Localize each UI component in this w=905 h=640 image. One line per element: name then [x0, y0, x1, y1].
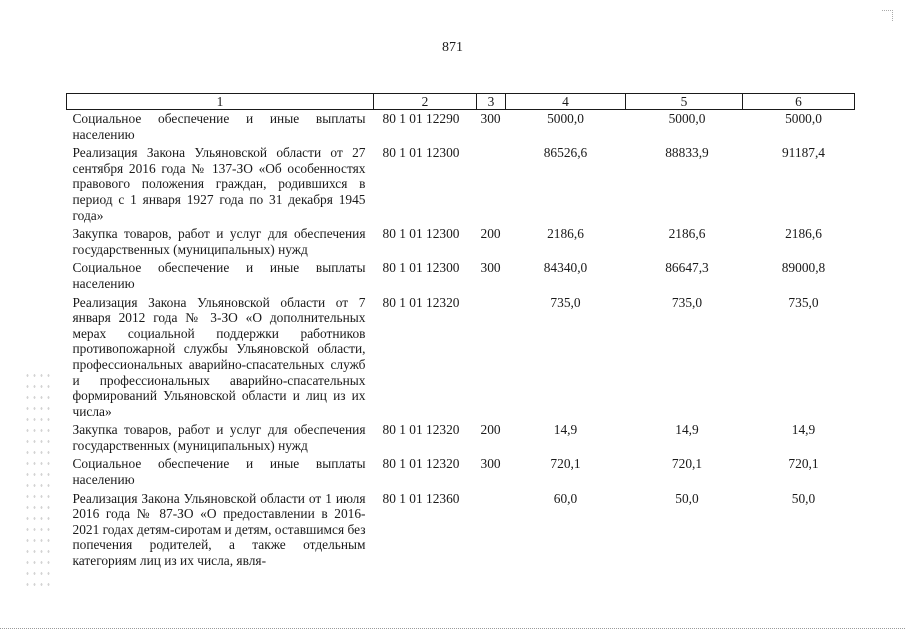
header-col-5: 5	[626, 94, 743, 110]
row-type: 300	[480, 111, 501, 126]
row-value-6: 2186,6	[785, 226, 822, 242]
row-value-5: 5000,0	[668, 111, 706, 126]
page-number: 871	[442, 40, 463, 55]
row-value-6: 735,0	[788, 294, 819, 310]
header-col-2: 2	[374, 94, 477, 110]
row-value-6: 91187,4	[781, 145, 826, 161]
row-type	[477, 294, 506, 422]
row-code: 80 1 01 12360	[382, 490, 460, 506]
header-col-3: 3	[477, 94, 506, 110]
row-type: 300	[480, 456, 501, 472]
row-type	[477, 490, 506, 571]
row-name: Реализация Закона Ульяновской области от 1 июля 2016 года № 87-ЗО «О предоставлении в 2016-2021 годах детям-сиротам и детям, оставшимся без попечения родителей, а также отдельным категориям лиц из их числа, явля-	[72, 490, 366, 569]
header-col-4: 4	[506, 94, 626, 110]
table-row	[67, 110, 855, 145]
row-code: 80 1 01 12300	[382, 145, 460, 161]
row-value-6: 5000,0	[785, 111, 822, 126]
table-row	[67, 490, 855, 571]
row-value-6: 50,0	[791, 490, 816, 506]
header-col-6: 6	[743, 94, 855, 110]
table-header	[67, 94, 855, 110]
row-value-5: 50,0	[675, 490, 699, 506]
row-code: 80 1 01 12300	[382, 260, 460, 276]
table-row	[67, 225, 855, 259]
row-value-5: 720,1	[671, 456, 703, 472]
header-col-1: 1	[67, 94, 374, 110]
scan-corner-mark	[882, 10, 893, 21]
table-row	[67, 421, 855, 455]
row-value-4: 84340,0	[543, 260, 588, 276]
row-name: Реализация Закона Ульяновской области от 27 сентября 2016 года № 137-ЗО «Об особенностях правового положения граждан, родившихся в период с 1 января 1927 года по 31 декабря 1945 года»	[72, 145, 366, 223]
row-name: Социальное обеспечение и иные выплаты населению	[72, 111, 366, 142]
row-type: 200	[480, 422, 501, 438]
row-value-5: 14,9	[675, 422, 699, 438]
row-value-4: 735,0	[550, 294, 581, 310]
row-value-5: 88833,9	[665, 145, 709, 161]
row-value-6: 14,9	[791, 422, 816, 438]
row-type: 300	[480, 260, 501, 276]
row-value-4: 5000,0	[547, 111, 584, 126]
row-code: 80 1 01 12300	[382, 226, 460, 242]
row-value-6: 720,1	[788, 456, 819, 472]
row-name: Социальное обеспечение и иные выплаты населению	[72, 456, 366, 488]
row-type: 200	[480, 226, 501, 242]
row-name: Закупка товаров, работ и услуг для обеспечения государственных (муниципальных) нужд	[72, 422, 366, 453]
row-value-4: 720,1	[550, 456, 581, 472]
header-row	[67, 94, 855, 110]
table-row	[67, 144, 855, 225]
row-name: Реализация Закона Ульяновской области от 7 января 2012 года № 3-ЗО «О дополнительных мерах социальной поддержки работников противопожарной службы Ульяновской области, профессиональных аварийно-спасательных служб и профессиональных аварийно-спасательных формирований Ульяновской области и лиц из их числа»	[72, 294, 366, 419]
row-value-5: 86647,3	[665, 260, 709, 276]
row-code: 80 1 01 12320	[382, 456, 460, 472]
table-row	[67, 259, 855, 293]
scan-noise	[24, 370, 52, 590]
row-code: 80 1 01 12320	[382, 294, 460, 310]
row-value-4: 14,9	[553, 422, 578, 438]
row-value-4: 60,0	[553, 490, 578, 506]
row-value-5: 735,0	[671, 294, 703, 310]
row-value-5: 2186,6	[668, 226, 706, 242]
row-value-6: 89000,8	[781, 260, 826, 276]
row-code: 80 1 01 12290	[382, 111, 460, 126]
table-row	[67, 455, 855, 489]
row-value-4: 2186,6	[547, 226, 584, 242]
row-name: Закупка товаров, работ и услуг для обеспечения государственных (муниципальных) нужд	[72, 226, 366, 257]
scan-bottom-edge	[0, 628, 905, 632]
row-value-4: 86526,6	[543, 145, 588, 161]
row-type	[477, 144, 506, 225]
row-name: Социальное обеспечение и иные выплаты населению	[72, 260, 366, 291]
table-body	[67, 110, 855, 571]
table-row	[67, 294, 855, 422]
row-code: 80 1 01 12320	[382, 422, 460, 438]
budget-table	[66, 93, 855, 571]
